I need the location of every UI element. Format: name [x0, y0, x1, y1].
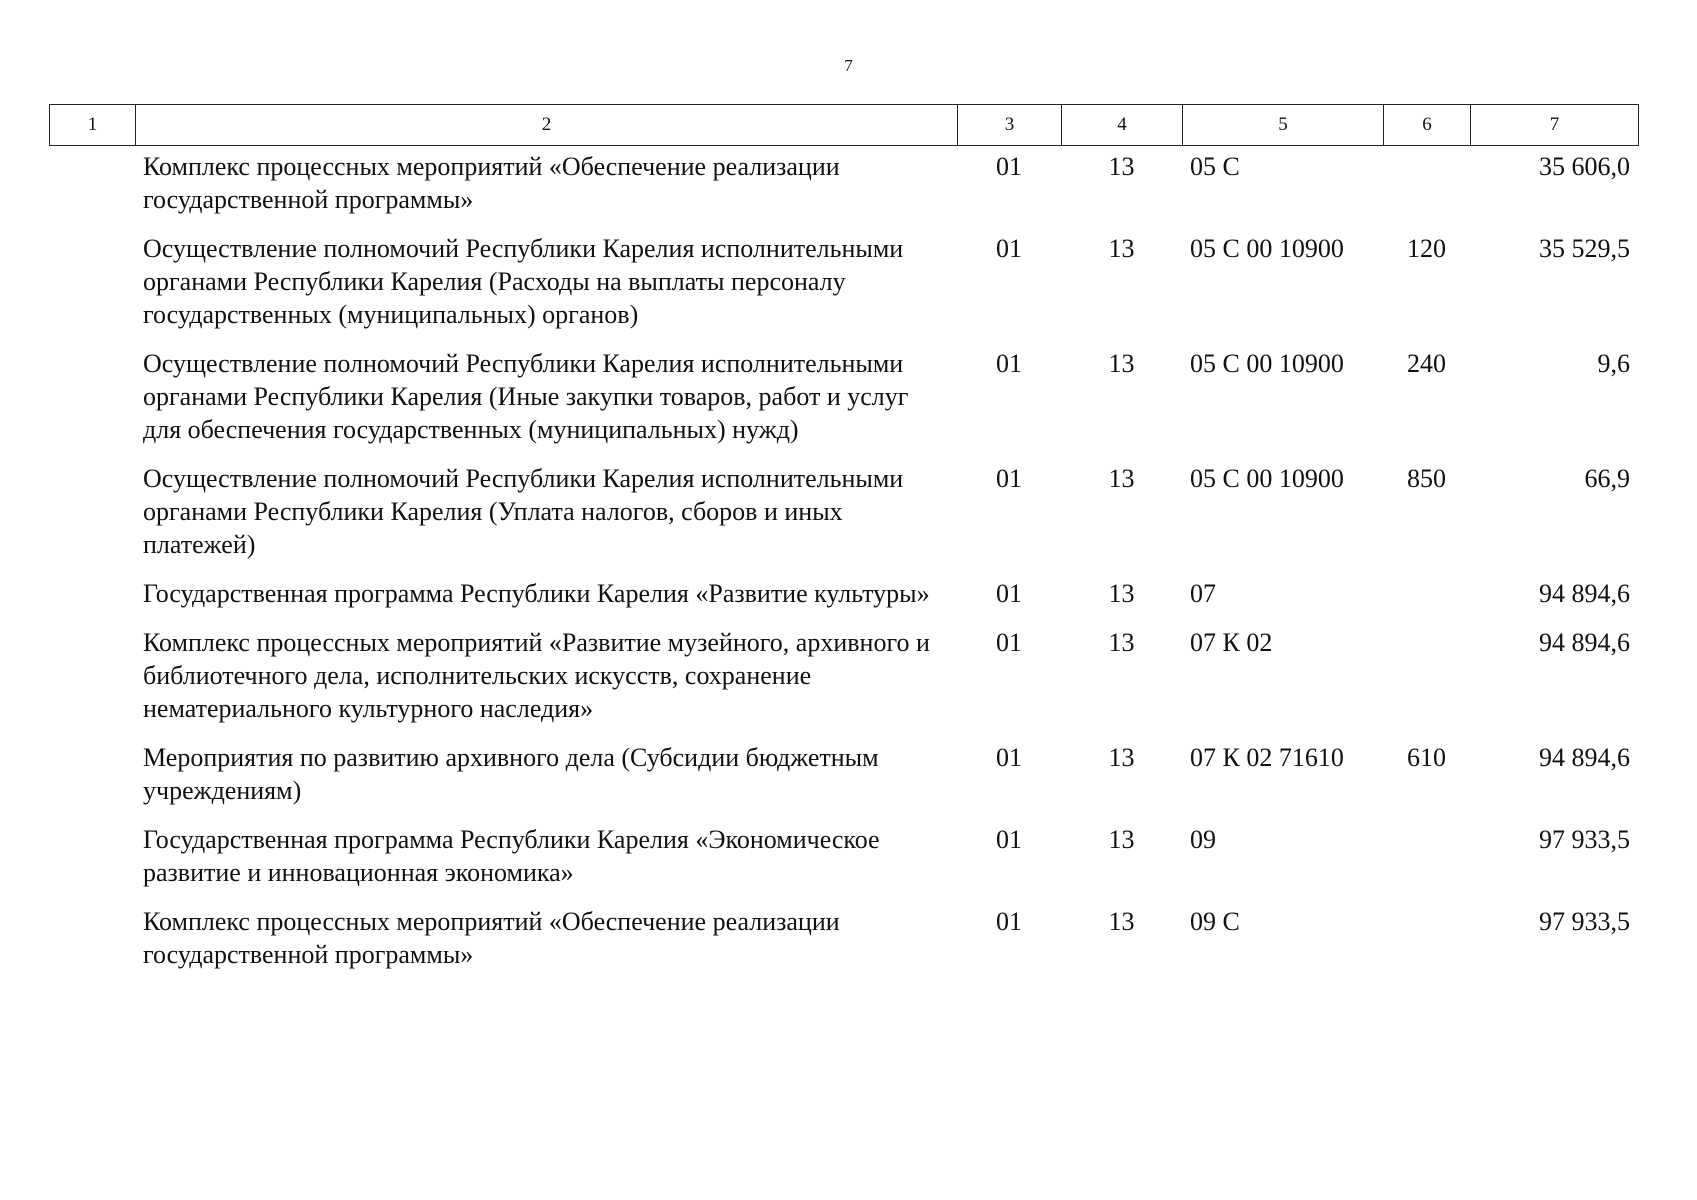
subsection-code: 13: [1108, 152, 1135, 181]
expense-name: Осуществление полномочий Республики Карелия исполнительными органами Республики Карелия (Иные закупки товаров, работ и услуг для обеспечения государственных (муниципальных) нужд): [143, 349, 909, 444]
target-article-code: 05 С 00 10900: [1190, 234, 1344, 263]
target-article-code: 07 К 02 71610: [1190, 743, 1344, 772]
amount: 94 894,6: [1539, 743, 1630, 772]
target-article-code: 09 С: [1190, 907, 1240, 936]
budget-table: [49, 150, 1638, 987]
section-code: 01: [996, 349, 1022, 378]
section-code: 01: [996, 464, 1022, 493]
header-cell-7: 7: [1471, 105, 1639, 146]
expense-type-code: [1383, 626, 1470, 741]
table-row: [49, 577, 1638, 626]
amount: 9,6: [1597, 349, 1630, 378]
subsection-code: 13: [1108, 349, 1135, 378]
expense-name: Комплекс процессных мероприятий «Обеспечение реализации государственной программы»: [143, 907, 840, 969]
expense-type-code: 120: [1407, 234, 1446, 263]
subsection-code: 13: [1108, 579, 1135, 608]
header-cell-5: 5: [1183, 105, 1384, 146]
subsection-code: 13: [1108, 628, 1135, 657]
expense-name: Осуществление полномочий Республики Карелия исполнительными органами Республики Карелия (Расходы на выплаты персоналу государственных (муниципальных) органов): [143, 234, 904, 329]
amount: 35 606,0: [1539, 152, 1630, 181]
expense-type-code: [1383, 823, 1470, 905]
amount: 94 894,6: [1539, 628, 1630, 657]
expense-type-code: 850: [1407, 464, 1446, 493]
expense-name: Государственная программа Республики Карелия «Развитие культуры»: [143, 579, 930, 608]
header-cell-3: 3: [958, 105, 1062, 146]
amount: 97 933,5: [1539, 825, 1630, 854]
target-article-code: 05 С 00 10900: [1190, 464, 1344, 493]
table-row: [49, 462, 1638, 577]
table-row: [49, 347, 1638, 462]
section-code: 01: [996, 825, 1022, 854]
subsection-code: 13: [1108, 464, 1135, 493]
expense-type-code: 240: [1407, 349, 1446, 378]
table-row: [49, 150, 1638, 232]
section-code: 01: [996, 743, 1022, 772]
expense-name: Государственная программа Республики Карелия «Экономическое развитие и инновационная экономика»: [143, 825, 880, 887]
subsection-code: 13: [1108, 825, 1135, 854]
expense-name: Мероприятия по развитию архивного дела (Субсидии бюджетным учреждениям): [143, 743, 879, 805]
header-cell-2: 2: [136, 105, 958, 146]
table-row: [49, 823, 1638, 905]
amount: 97 933,5: [1539, 907, 1630, 936]
expense-name: Комплекс процессных мероприятий «Обеспечение реализации государственной программы»: [143, 152, 840, 214]
table-row: [49, 905, 1638, 987]
target-article-code: 07 К 02: [1190, 628, 1273, 657]
expense-name: Осуществление полномочий Республики Карелия исполнительными органами Республики Карелия (Уплата налогов, сборов и иных платежей): [143, 464, 904, 559]
subsection-code: 13: [1108, 743, 1135, 772]
subsection-code: 13: [1108, 907, 1135, 936]
section-code: 01: [996, 907, 1022, 936]
section-code: 01: [996, 628, 1022, 657]
expense-name: Комплекс процессных мероприятий «Развитие музейного, архивного и библиотечного дела, исполнительских искусств, сохранение нематериального культурного наследия»: [143, 628, 930, 723]
amount: 66,9: [1584, 464, 1630, 493]
subsection-code: 13: [1108, 234, 1135, 263]
header-cell-4: 4: [1062, 105, 1183, 146]
page-number: 7: [844, 56, 853, 75]
expense-type-code: [1383, 905, 1470, 987]
header-cell-1: 1: [50, 105, 136, 146]
column-number-header: [49, 104, 1639, 146]
target-article-code: 05 С 00 10900: [1190, 349, 1344, 378]
section-code: 01: [996, 579, 1022, 608]
section-code: 01: [996, 234, 1022, 263]
amount: 94 894,6: [1539, 579, 1630, 608]
section-code: 01: [996, 152, 1022, 181]
amount: 35 529,5: [1539, 234, 1630, 263]
table-row: [49, 741, 1638, 823]
table-row: [49, 232, 1638, 347]
target-article-code: 05 С: [1190, 152, 1240, 181]
table-row: [49, 626, 1638, 741]
target-article-code: 07: [1190, 579, 1216, 608]
header-row: [50, 105, 1639, 146]
expense-type-code: 610: [1407, 743, 1446, 772]
header-cell-6: 6: [1384, 105, 1471, 146]
target-article-code: 09: [1190, 825, 1216, 854]
expense-type-code: [1383, 577, 1470, 626]
expense-type-code: [1383, 150, 1470, 232]
